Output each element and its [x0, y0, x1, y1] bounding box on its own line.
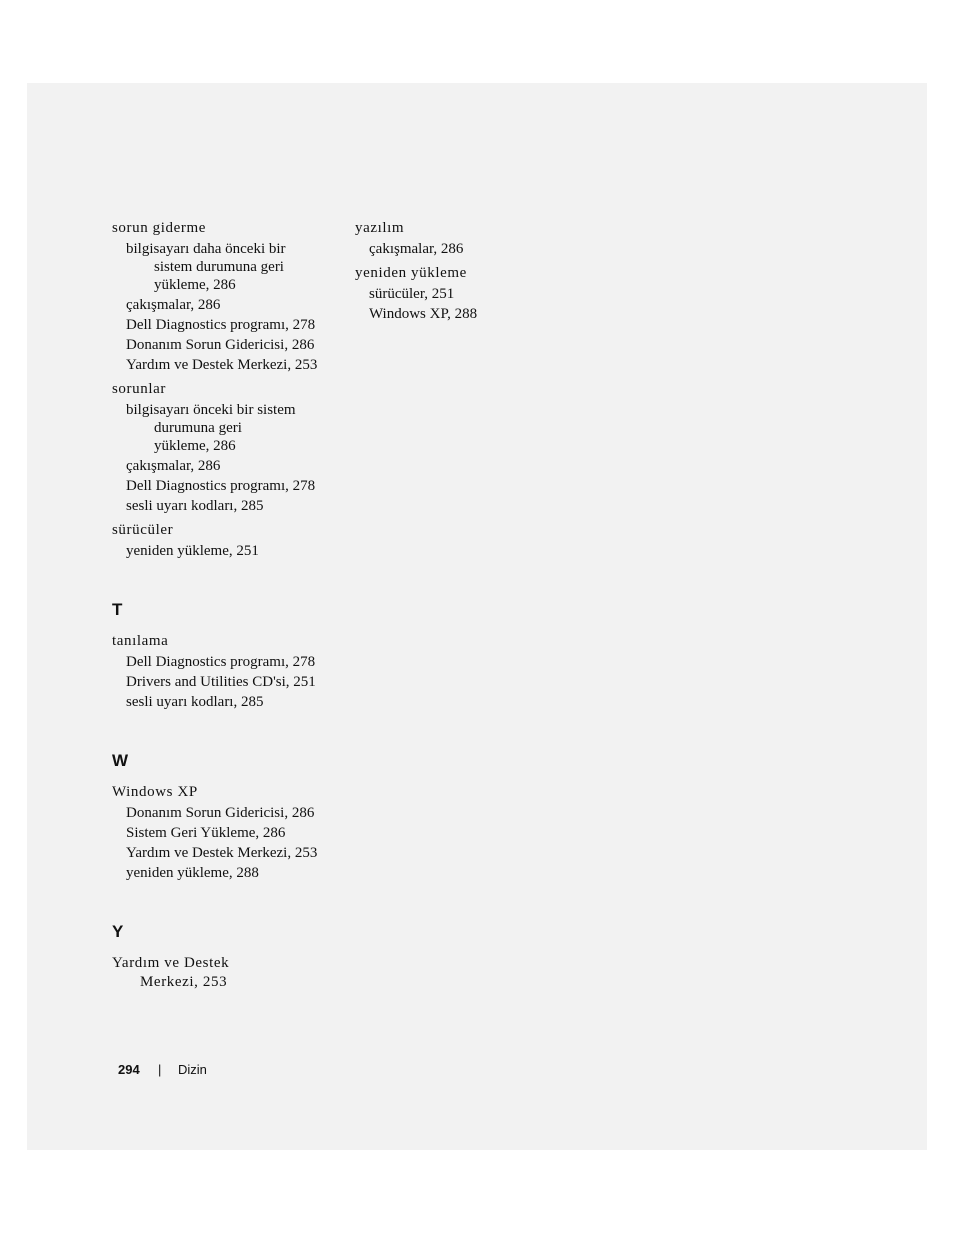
index-letter-heading: T	[112, 600, 123, 619]
index-term: sorun giderme	[112, 220, 207, 236]
section-name: Dizin	[178, 1062, 207, 1077]
index-subentry: Donanım Sorun Gidericisi, 286	[126, 337, 315, 353]
index-entry	[112, 954, 352, 992]
index-subentry: Yardım ve Destek Merkezi, 253	[126, 357, 318, 373]
index-subentry: Yardım ve Destek Merkezi, 253	[126, 845, 318, 861]
index-term	[112, 954, 352, 992]
index-subentry: yeniden yükleme, 288	[126, 865, 259, 881]
subentry-line: bilgisayarı daha önceki bir	[126, 241, 286, 257]
index-entry	[112, 521, 352, 560]
index-term: sürücüler	[112, 522, 174, 538]
index-subentry: sesli uyarı kodları, 285	[126, 694, 264, 710]
index-subentry: sürücüler, 251	[369, 286, 455, 302]
subentry-line: yükleme, 286	[154, 438, 236, 454]
index-entry	[112, 219, 352, 374]
index-letter-heading: Y	[112, 922, 124, 941]
index-entry	[112, 380, 352, 515]
index-subentry: Dell Diagnostics programı, 278	[126, 478, 316, 494]
index-subentry: yeniden yükleme, 251	[126, 543, 259, 559]
index-subentry: Sistem Geri Yükleme, 286	[126, 825, 286, 841]
index-entry	[355, 264, 595, 323]
index-entry	[112, 783, 352, 882]
subentry-line: bilgisayarı önceki bir sistem	[126, 402, 296, 418]
footer-separator: |	[158, 1062, 162, 1077]
index-subentry	[112, 401, 352, 455]
term-line: Merkezi, 253	[140, 974, 228, 990]
index-entry	[355, 219, 595, 258]
index-term: yeniden yükleme	[355, 265, 467, 281]
index-letter-heading: W	[112, 751, 129, 770]
page-number: 294	[118, 1062, 140, 1077]
index-entry	[112, 632, 352, 711]
index-subentry: Windows XP, 288	[369, 306, 478, 322]
index-subentry: Dell Diagnostics programı, 278	[126, 654, 316, 670]
subentry-line: sistem durumuna geri	[154, 259, 284, 275]
index-subentry: çakışmalar, 286	[369, 241, 464, 257]
index-column-left	[112, 219, 352, 998]
index-subentry: Drivers and Utilities CD'si, 251	[126, 674, 316, 690]
index-subentry: Donanım Sorun Gidericisi, 286	[126, 805, 315, 821]
term-line: Yardım ve Destek	[112, 955, 230, 971]
index-subentry: çakışmalar, 286	[126, 458, 221, 474]
page-footer	[118, 1062, 207, 1077]
index-column-right	[355, 219, 595, 329]
subentry-line: durumuna geri	[154, 420, 242, 436]
index-subentry: Dell Diagnostics programı, 278	[126, 317, 316, 333]
index-term: Windows XP	[112, 784, 198, 800]
index-subentry: sesli uyarı kodları, 285	[126, 498, 264, 514]
index-term: yazılım	[355, 220, 405, 236]
index-subentry	[112, 240, 352, 294]
index-term: sorunlar	[112, 381, 166, 397]
subentry-line: yükleme, 286	[154, 277, 236, 293]
index-subentry: çakışmalar, 286	[126, 297, 221, 313]
index-term: tanılama	[112, 633, 169, 649]
